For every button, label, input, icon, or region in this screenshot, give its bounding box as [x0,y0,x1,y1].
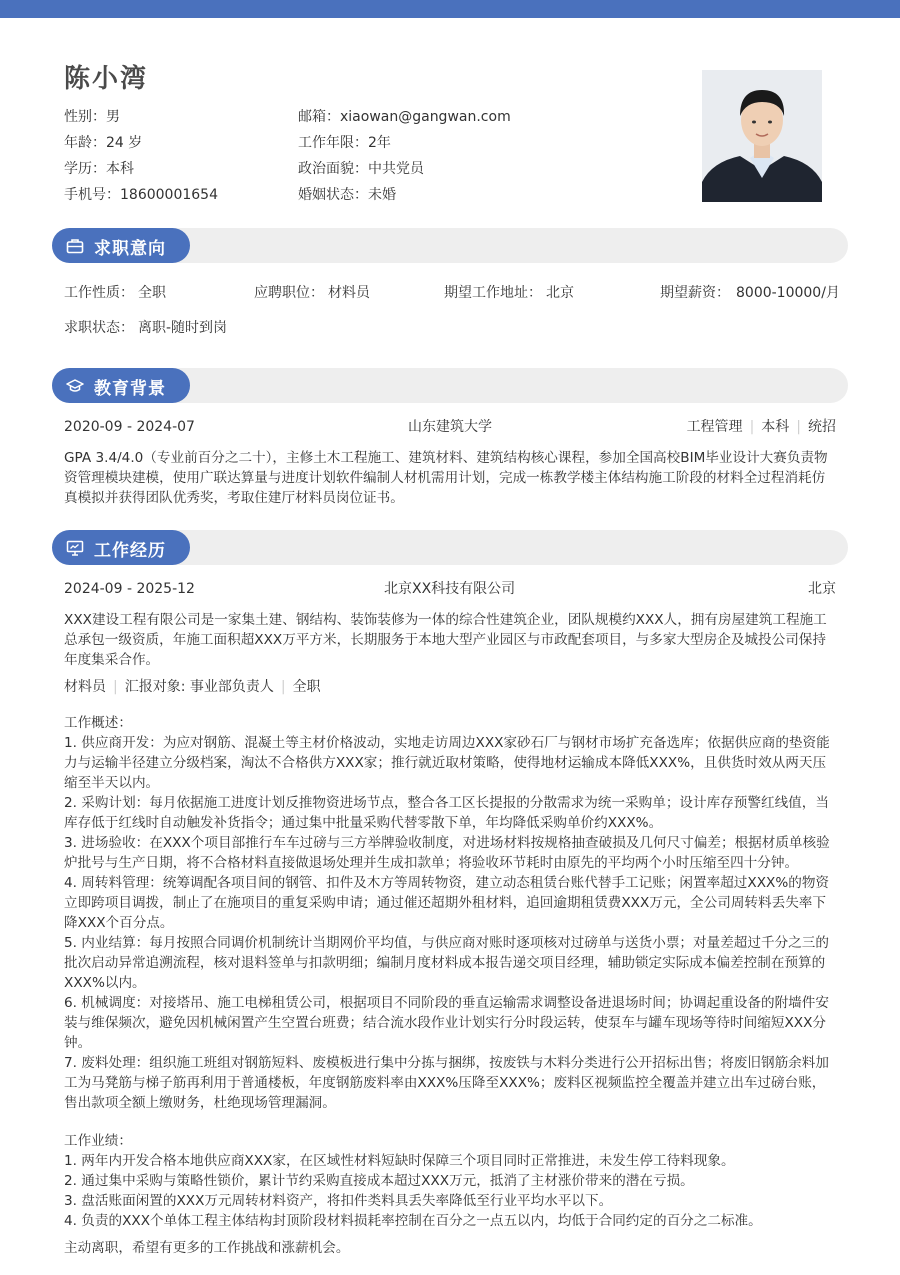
graduation-cap-icon [66,377,84,395]
education-level-label: 学历： [64,161,106,177]
age-row [64,132,142,152]
experience-value: 2年 [368,135,391,151]
overview-item: 5. 内业结算：每月按照合同调价机制统计当期网价平均值，与供应商对账时逐项核对过磅单与送货小票；对量差超过千分之三的批次启动异常追溯流程，核对退料签单与扣款明细；编制月度材料成本报告递交项目经理，辅助锁定实际成本偏差控制在预算的XXX%以内。 [64,935,829,991]
work-period: 2024-09 - 2025-12 [64,581,195,597]
monitor-icon [66,539,84,557]
briefcase-icon [66,237,84,255]
achievement-item: 3. 盘活账面闲置的XXX万元周转材料资产，将扣件类料具丢失率降低至行业平均水平以下。 [64,1193,613,1209]
intent-status-value: 离职-随时到岗 [138,320,228,336]
age-value: 24 岁 [106,135,143,151]
section-pill-work [52,530,190,565]
work-job-type: 全职 [292,679,321,695]
intent-location-value: 北京 [546,285,574,301]
intent-type-value: 全职 [138,285,166,301]
education-degree: 本科 [761,419,790,435]
section-title-work: 工作经历 [94,541,166,561]
phone-row [64,184,218,204]
overview-item: 7. 废料处理：组织施工班组对钢筋短料、废模板进行集中分拣与捆绑，按废铁与木料分类进行公开招标出售；将废旧钢筋余料加工为马凳筋与梯子筋再利用于普通楼板，年度钢筋废料率由XXX%压降至XXX%；废料区视频监控全覆盖并建立出车过磅台账，售出款项全额上缴财务，杜绝现场管理漏洞。 [64,1055,829,1111]
section-pill-education [52,368,190,403]
email-row [298,106,511,126]
candidate-name: 陈小湾 [64,64,149,94]
gender-value: 男 [106,109,120,125]
overview-item: 2. 采购计划：每月依据施工进度计划反推物资进场节点，整合各工区长提报的分散需求为统一采购单；设计库存预警红线值，当库存低于红线时自动触发补货指令；通过集中批量采购代替零散下单，年均降低采购单价约XXX%。 [64,795,829,831]
education-period: 2020-09 - 2024-07 [64,419,195,435]
work-company-intro: XXX建设工程有限公司是一家集土建、钢结构、装饰装修为一体的综合性建筑企业，团队规模约XXX人，拥有房屋建筑工程施工总承包一级资质，年施工面积超XXX万平方米，长期服务于本地大型产业园区与市政配套项目，与多家大型房企及城投公司保持年度集采合作。 [64,612,827,668]
phone-value: 18600001654 [120,187,218,203]
work-city: 北京 [808,581,836,597]
education-tags: 工程管理 | 本科 | 统招 [686,419,836,435]
email-label: 邮箱： [298,109,340,125]
work-overview [64,713,838,1113]
education-level-value: 本科 [106,161,134,177]
education-major: 工程管理 [686,419,743,435]
education-description: GPA 3.4/4.0（专业前百分之二十），主修土木工程施工、建筑材料、建筑结构核心课程，参加全国高校BIM毕业设计大赛负责物资管理模块建模，使用广联达算量与进度计划软件编制人材机需用计划，完成一栋教学楼主体结构施工阶段的材料全过程消耗仿真模拟并获得团队优秀奖，考取住建厅材料员岗位证书。 [64,450,828,506]
section-header-intent [52,228,848,263]
intent-status-label: 求职状态： [64,320,134,336]
overview-item: 4. 周转料管理：统筹调配各项目间的钢管、扣件及木方等周转物资，建立动态租赁台账代替手工记账；闲置率超过XXX%的物资立即跨项目调拨，制止了在施项目的重复采购申请；通过催还超期外租材料，追回逾期租赁费XXX万元，全公司周转料丢失率下降XXX个百分点。 [64,875,830,931]
overview-item: 1. 供应商开发：为应对钢筋、混凝土等主材价格波动，实地走访周边XXX家砂石厂与钢材市场扩充备选库；依据供应商的垫资能力与运输半径建立分级档案，淘汰不合格供方XXX家；推行就近取材策略，使得地材运输成本降低XXX%，且供货时效从两天压缩至半天以内。 [64,735,830,791]
intent-salary [660,283,840,303]
work-overview-title: 工作概述： [64,715,132,731]
gender-label: 性别： [64,109,106,125]
intent-type-label: 工作性质： [64,285,134,301]
intent-position [254,283,370,303]
intent-location-label: 期望工作地址： [444,285,542,301]
intent-salary-value: 8000-10000/月 [736,285,840,301]
section-header-education [52,368,848,403]
education-school: 山东建筑大学 [408,419,492,435]
experience-row [298,132,391,152]
intent-type [64,283,166,303]
intent-location [444,283,574,303]
education-row [64,158,134,178]
achievement-item: 2. 通过集中采购与策略性锁价，累计节约采购直接成本超过XXX万元，抵消了主材涨价带来的潜在亏损。 [64,1173,694,1189]
overview-item: 3. 进场验收：在XXX个项目部推行车车过磅与三方举牌验收制度，对进场材料按规格抽查破损及几何尺寸偏差；根据材质单核验炉批号与生产日期，将不合格材料直接做退场处理并生成扣款单；将验收环节耗时由原先的平均两个小时压缩至四十分钟。 [64,835,830,871]
education-enrollment: 统招 [808,419,836,435]
marital-value: 未婚 [368,187,396,203]
section-title-education: 教育背景 [94,379,166,399]
profile-photo [702,70,822,202]
work-tags: 材料员 | 汇报对象: 事业部负责人 | 全职 [64,679,321,695]
intent-position-value: 材料员 [328,285,370,301]
political-value: 中共党员 [368,161,424,177]
phone-label: 手机号： [64,187,120,203]
section-header-work [52,530,848,565]
avatar-illustration [702,70,822,202]
overview-item: 6. 机械调度：对接塔吊、施工电梯租赁公司，根据项目不同阶段的垂直运输需求调整设备进退场时间；协调起重设备的附墙件安装与维保频次，避免因机械闲置产生空置台班费；结合流水段作业计划实行分时段运转，使泵车与罐车现场等待时间缩短XXX分钟。 [64,995,829,1051]
section-pill-intent [52,228,190,263]
political-row [298,158,424,178]
intent-position-label: 应聘职位： [254,285,324,301]
marital-label: 婚姻状态： [298,187,368,203]
email-value: xiaowan@gangwan.com [340,109,511,125]
experience-label: 工作年限： [298,135,368,151]
work-achievements-title: 工作业绩： [64,1133,132,1149]
age-label: 年龄： [64,135,106,151]
intent-status [64,318,227,338]
work-achievements [64,1131,838,1231]
achievement-item: 1. 两年内开发合格本地供应商XXX家，在区域性材料短缺时保障三个项目同时正常推进，未发生停工待料现象。 [64,1153,735,1169]
work-company: 北京XX科技有限公司 [384,581,516,597]
top-accent-bar [0,0,900,18]
achievement-item: 4. 负责的XXX个单体工程主体结构封顶阶段材料损耗率控制在百分之一点五以内，均低于合同约定的百分之二标准。 [64,1213,762,1229]
work-report-to: 汇报对象: 事业部负责人 [124,679,274,695]
marital-row [298,184,396,204]
intent-salary-label: 期望薪资： [660,285,730,301]
section-title-intent: 求职意向 [94,239,166,259]
work-leave-reason: 主动离职，希望有更多的工作挑战和涨薪机会。 [64,1240,350,1256]
work-role: 材料员 [64,679,106,695]
political-label: 政治面貌： [298,161,368,177]
gender-row [64,106,120,126]
